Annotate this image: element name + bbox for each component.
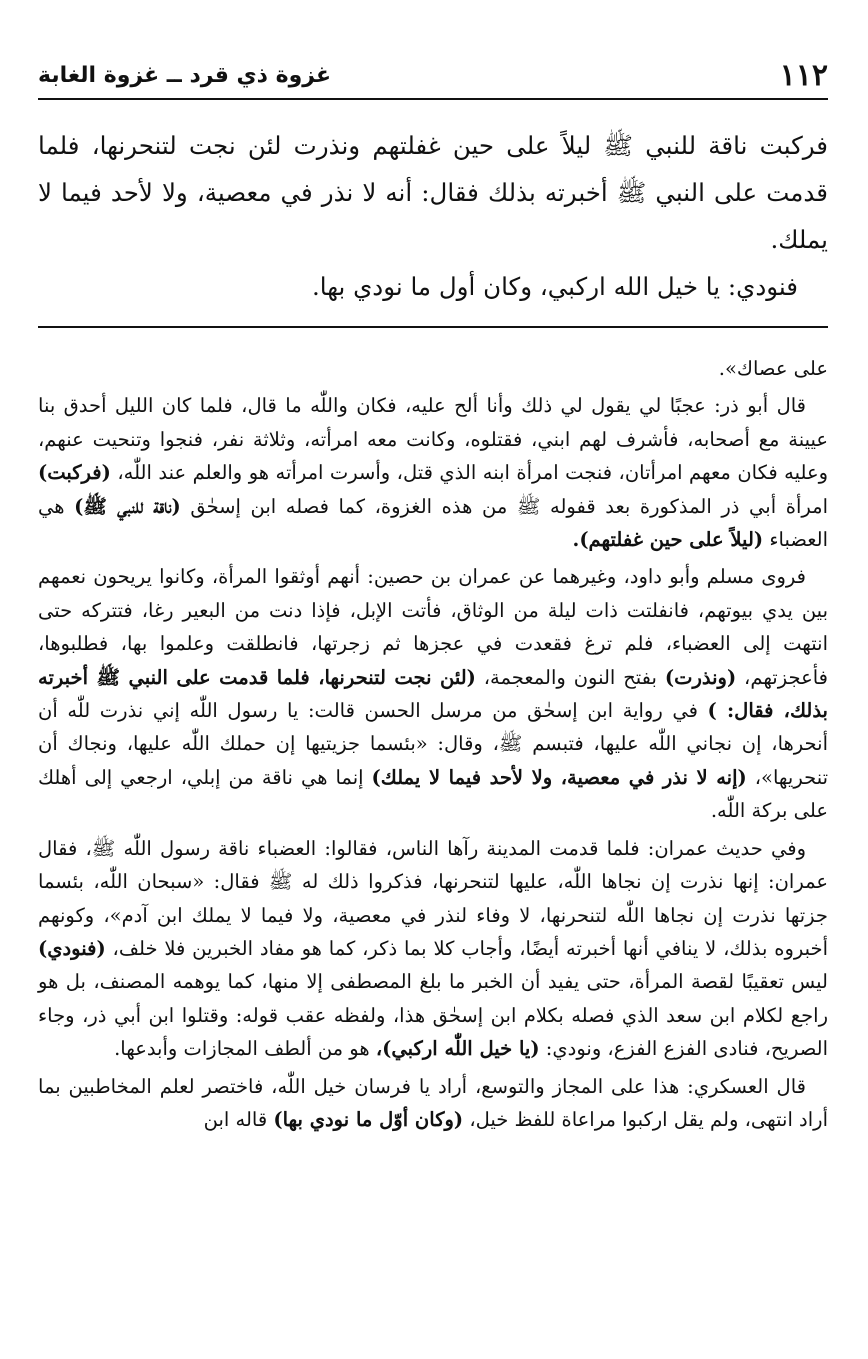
- commentary-text-run: إنما هي ناقة من إبلي، ارجعي إلى أهلك على بركة اللّٰه.: [38, 765, 828, 823]
- commentary-text: [38, 352, 828, 1140]
- main-paragraph: فنودي: يا خيل الله اركبي، وكان أول ما نودي بها.: [311, 272, 798, 301]
- quoted-matn: (لئن نجت لتنحرنها، فلما قدمت على النبي ﷺ أخبرته بذلك، فقال: ): [38, 665, 828, 723]
- commentary-paragraph: [38, 832, 828, 1066]
- commentary-text-run: هي العضباء: [38, 494, 828, 552]
- quoted-matn: (إنه لا نذر في معصية، ولا لأحد فيما لا يملك): [371, 765, 747, 789]
- page-number: ١١٢: [779, 57, 828, 93]
- quoted-matn: (ليلاً على حين غفلتهم).: [572, 528, 764, 552]
- page-header: [38, 52, 828, 100]
- commentary-paragraph: [38, 352, 828, 385]
- commentary-text-run: في رواية ابن إسحٰق من مرسل الحسن قالت: يا رسول اللّٰه إني نذرت للّٰه أن أنحرها، إن نجاني اللّٰه عليها، فتبسم ﷺ، وقال: «بئسما جزيتيها إن حملك اللّٰه عليها، ونجاك أن تنحريها»،: [38, 699, 829, 789]
- commentary-text-run: بفتح النون والمعجمة،: [483, 665, 657, 689]
- commentary-text-run: هو من ألطف المجازات وأبدعها.: [114, 1037, 370, 1061]
- commentary-text-run: امرأة أبي ذر المذكورة بعد قفوله ﷺ من هذه الغزوة، كما فصله ابن إسحٰق: [190, 494, 828, 518]
- main-paragraph: فركبت ناقة للنبي ﷺ ليلاً على حين غفلتهم ونذرت لئن نجت لتنحرنها، فلما قدمت على النبي ﷺ أخبرته بذلك فقال: أنه لا نذر في معصية، ولا لأحد فيما لا يملك.: [38, 131, 828, 254]
- quoted-matn: (ونذرت): [664, 665, 737, 689]
- commentary-text-run: على عصاك».: [718, 357, 828, 380]
- quoted-matn: (فركبت): [38, 461, 111, 485]
- commentary-text-run: قاله ابن: [203, 1107, 268, 1131]
- commentary-text-run: قال أبو ذر: عجبًا لي يقول لي ذلك وأنا ألح عليه، فكان واللّٰه ما قال، فلما كان الليل أحدق بنا عيينة مع أصحابه، فأشرف لهم ابني، فقتلوه، وكانت معه امرأته، وثلاثة نفر، فنجوا وتنحيت عنهم، وعليه فكان معهم امرأتان، فنجت امرأة ابنه الذي قتل، وأسرت امرأته هو والعلم عند اللّٰه،: [38, 394, 829, 485]
- quoted-matn: (ناقة للنبي ﷺ): [74, 494, 181, 518]
- quoted-matn: (وكان أوّل ما نودي بها): [273, 1107, 464, 1131]
- commentary-paragraph: [38, 1070, 828, 1137]
- commentary-text-run: قال العسكري: هذا على المجاز والتوسع، أراد يا فرسان خيل اللّٰه، فاختصر لعلم المخاطبين بما أراد انتهى، ولم يقل اركبوا مراعاة للفظ خيل،: [38, 1074, 828, 1131]
- commentary-text-run: فروى مسلم وأبو داود، وغيرهما عن عمران بن حصين: أنهم أوثقوا المرأة، وكانوا يريحون نعمهم بين يدي بيوتهم، فانفلتت ذات ليلة من الوثاق، فأتت الإبل، فإذا دنت من البعير رغا، فتتركه حتى انتهت إلى العضباء، فلم ترغ فقعدت في عجزها ثم زجرتها، فانطلقت وعلموا بها، فطلبوها، فأعجزتهم،: [38, 565, 828, 689]
- commentary-text-run: وفي حديث عمران: فلما قدمت المدينة رآها الناس، فقالوا: العضباء ناقة رسول اللّٰه ﷺ، فقال عمران: إنها نذرت إن نجاها اللّٰه، عليها لتنحرنها، فذكروا ذلك له ﷺ فقال: «سبحان اللّٰه، بئسما جزتها نذرت إن نجاها اللّٰه لتنحرنها، لا وفاء لنذر في معصية، ولا فيما لا يملك ابن آدم»، وكونهم أخبروه بذلك، لا ينافي أنها أخبرته أيضًا، وأجاب كلا بما ذكر، كما هو مفاد الخبرين فلا خلف،: [38, 836, 828, 960]
- main-text: [38, 122, 828, 310]
- commentary-paragraph: [38, 389, 828, 556]
- commentary-text-run: ليس تعقيبًا لقصة المرأة، حتى يفيد أن الخبر ما بلغ المصطفى إلا منها، كما يوهمه المصنف، بل هو راجع لكلام ابن سعد الذي فصله بكلام ابن إسحٰق هذا، ولفظه عقب قوله: وقتلوا ابن أبي ذر، وجاء الصريح، فنادى الفزع الفزع، ونودي:: [38, 970, 828, 1061]
- quoted-matn: (فنودي): [38, 936, 106, 960]
- commentary-paragraph: [38, 560, 828, 827]
- separator-rule: [38, 326, 828, 328]
- running-title: غزوة ذي قرد ــ غزوة الغابة: [38, 62, 332, 88]
- quoted-matn: (يا خيل اللّٰه اركبي)،: [375, 1037, 540, 1061]
